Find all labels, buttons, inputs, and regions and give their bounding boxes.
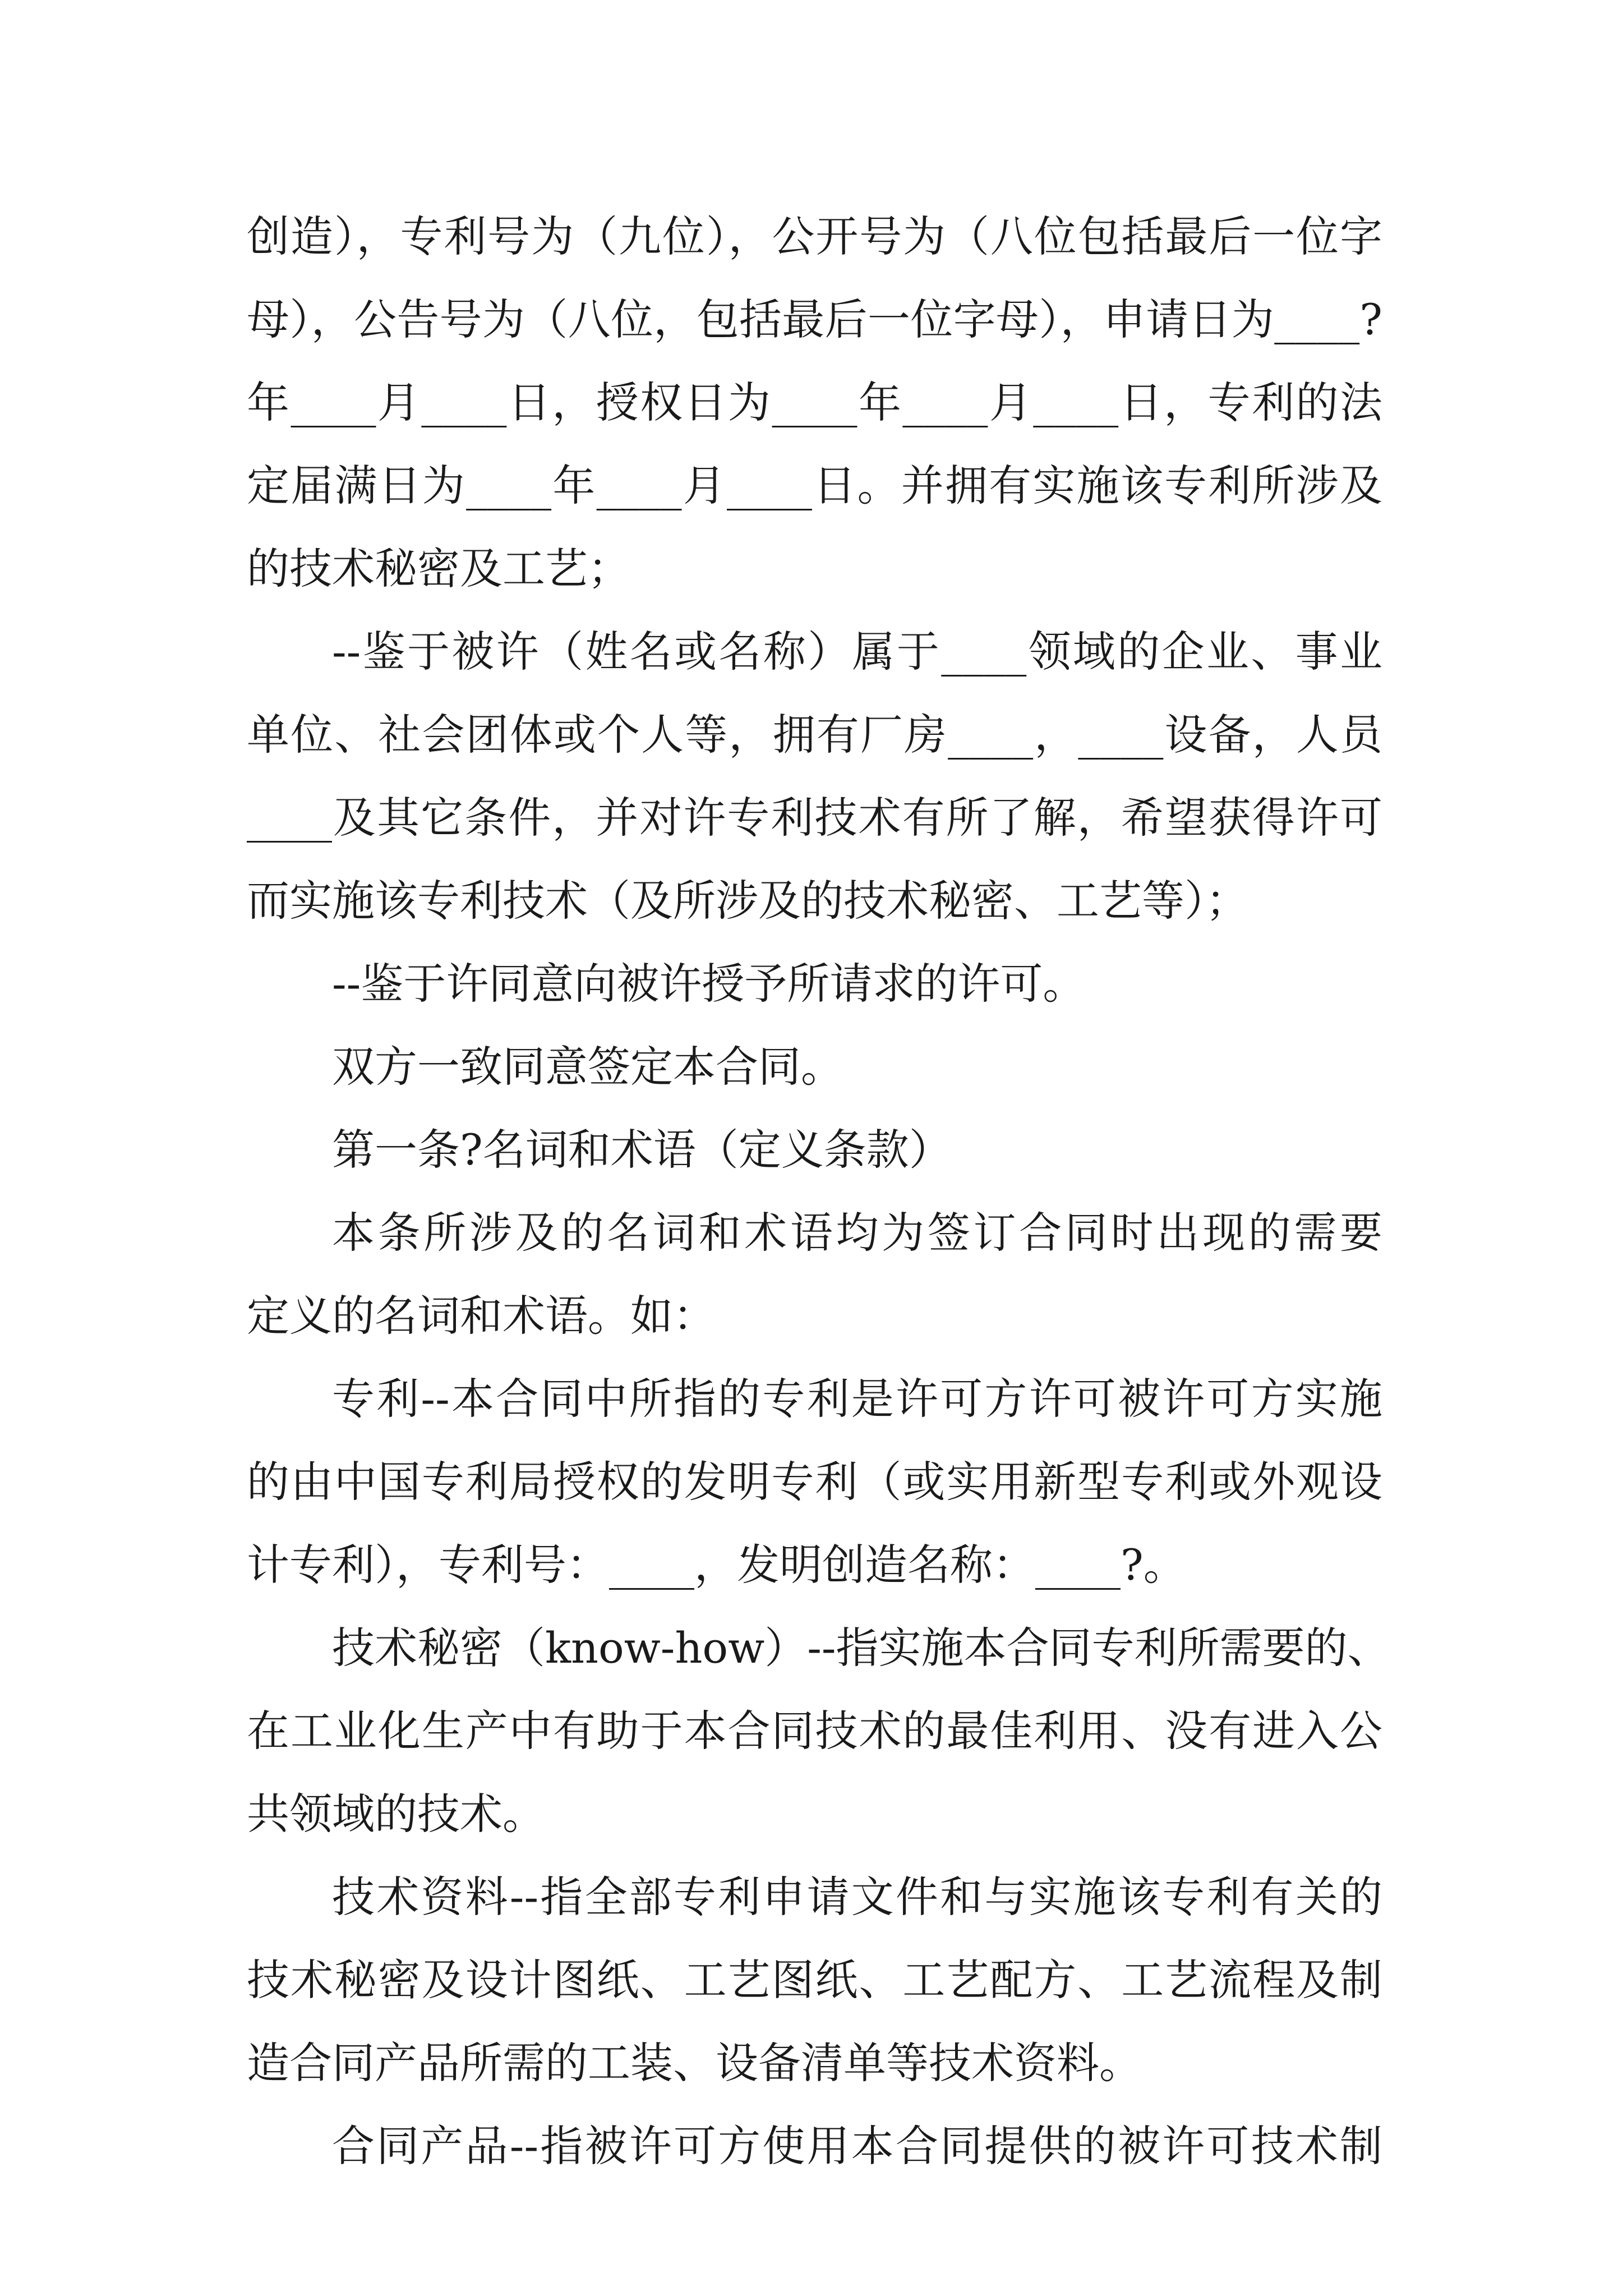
text-line: 年____月____日，授权日为____年____月____日，专利的法	[247, 378, 1382, 427]
paragraph-line: 本条所涉及的名词和术语均为签订合同时出现的需要	[332, 1208, 1382, 1258]
text-line: 母），公告号为（八位，包括最后一位字母），申请日为____?	[247, 295, 1382, 344]
text-line: 单位、社会团体或个人等，拥有厂房____，____设备，人员	[247, 710, 1382, 760]
paragraph-line: 技术秘密（know-how）--指实施本合同专利所需要的、	[332, 1623, 1390, 1673]
text-line: 创造），专利号为（九位），公开号为（八位包括最后一位字	[247, 211, 1382, 261]
text-line: 共领域的技术。	[247, 1789, 545, 1839]
paragraph-line: --鉴于被许（姓名或名称）属于____领域的企业、事业	[332, 627, 1382, 677]
paragraph-line: 专利--本合同中所指的专利是许可方许可被许可方实施	[332, 1374, 1382, 1424]
text-line: 定义的名词和术语。如：	[247, 1291, 716, 1341]
text-line: 定届满日为____年____月____日。并拥有实施该专利所涉及	[247, 461, 1382, 510]
text-line: 造合同产品所需的工装、设备清单等技术资料。	[247, 2038, 1142, 2088]
section-heading: 第一条?名词和术语（定义条款）	[332, 1125, 952, 1175]
paragraph-line: 双方一致同意签定本合同。	[332, 1042, 843, 1092]
text-line: ____及其它条件，并对许专利技术有所了解，希望获得许可	[247, 793, 1382, 843]
text-line: 技术秘密及设计图纸、工艺图纸、工艺配方、工艺流程及制	[247, 1955, 1382, 2005]
text-line: 而实施该专利技术（及所涉及的技术秘密、工艺等）；	[247, 876, 1248, 926]
text-line: 的技术秘密及工艺；	[247, 544, 630, 593]
text-line: 的由中国专利局授权的发明专利（或实用新型专利或外观设	[247, 1457, 1382, 1507]
paragraph-line: --鉴于许同意向被许授予所请求的许可。	[332, 959, 1086, 1009]
paragraph-line: 合同产品--指被许可方使用本合同提供的被许可技术制	[332, 2121, 1382, 2171]
text-line: 在工业化生产中有助于本合同技术的最佳利用、没有进入公	[247, 1706, 1382, 1756]
text-line: 计专利），专利号：____，发明创造名称：____?。	[247, 1540, 1186, 1590]
paragraph-line: 技术资料--指全部专利申请文件和与实施该专利有关的	[332, 1872, 1382, 1922]
